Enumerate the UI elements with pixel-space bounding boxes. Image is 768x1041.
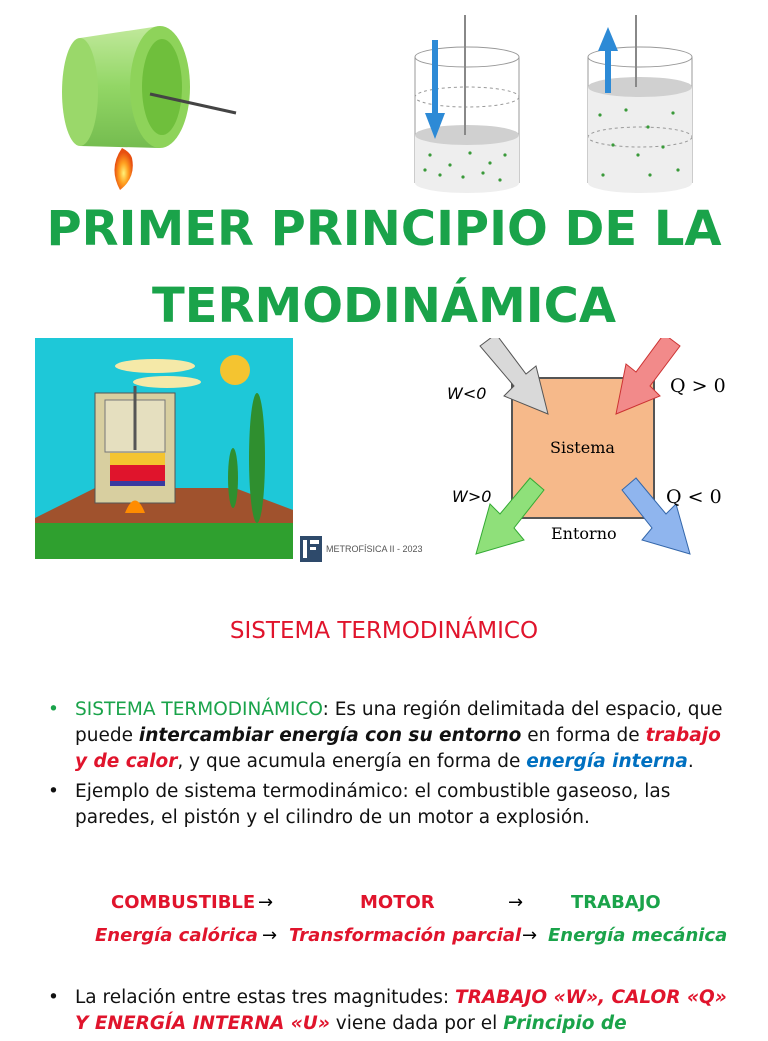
text: La relación entre estas tres magnitudes: bbox=[75, 987, 455, 1008]
arrow-icon: → bbox=[262, 925, 278, 946]
engine-scene-illustration bbox=[35, 338, 293, 559]
arrow-icon: → bbox=[522, 925, 538, 946]
flow-trabajo: TRABAJO bbox=[571, 892, 661, 913]
flow-energy-transformation: Transformación parcial bbox=[289, 925, 522, 946]
cylinder-compression-illustration bbox=[405, 15, 530, 195]
logo-icon bbox=[300, 536, 322, 562]
environment-label: Entorno bbox=[551, 524, 617, 543]
section-title: SISTEMA TERMODINÁMICO bbox=[229, 618, 539, 644]
bullet-list bbox=[48, 697, 738, 835]
text: Ejemplo de sistema termodinámico: el combustible gaseoso, las paredes, el pistón y el cilindro de un motor a explosión. bbox=[75, 781, 671, 828]
heat-negative-label: Q < 0 bbox=[666, 486, 722, 508]
flow-energy-mechanical: Energía mecánica bbox=[548, 925, 728, 946]
emphasis-text: TRABAJO «W», CALOR «Q» Y ENERGÍA INTERNA «U» bbox=[75, 987, 727, 1034]
flow-combustible: COMBUSTIBLE bbox=[111, 892, 256, 913]
bullet-marker: • bbox=[48, 699, 59, 720]
page-title-line2: TERMODINÁMICA bbox=[151, 278, 617, 334]
emphasis-text: Principio de bbox=[503, 1013, 627, 1034]
bullet-item-example bbox=[48, 779, 738, 831]
system-label: Sistema bbox=[550, 438, 615, 457]
cylinder-expansion-illustration bbox=[578, 15, 703, 195]
text: : Es una región delimitada del espacio, que puede bbox=[75, 699, 723, 746]
emphasis-text: intercambiar energía con su entorno bbox=[138, 725, 522, 746]
page-title-line1: PRIMER PRINCIPIO DE LA bbox=[46, 201, 722, 257]
bullet-list-relation bbox=[48, 985, 738, 1041]
term-label: SISTEMA TERMODINÁMICO bbox=[75, 699, 323, 720]
flow-energy-heat: Energía calórica bbox=[95, 925, 258, 946]
arrow-icon: → bbox=[508, 892, 524, 913]
text: en forma de bbox=[521, 725, 646, 746]
bullet-marker: • bbox=[48, 987, 59, 1008]
flow-motor: MOTOR bbox=[360, 892, 435, 913]
text: viene dada por el bbox=[329, 1013, 504, 1034]
watermark bbox=[300, 536, 423, 562]
emphasis-text: trabajo y de calor bbox=[75, 725, 721, 772]
work-negative-label: W<0 bbox=[447, 384, 487, 403]
bullet-marker: • bbox=[48, 781, 59, 802]
text: , y que acumula energía en forma de bbox=[177, 751, 527, 772]
work-positive-label: W>0 bbox=[452, 487, 492, 506]
arrow-icon: → bbox=[258, 892, 274, 913]
flow-row-energy bbox=[0, 925, 768, 951]
heated-cylinder-illustration bbox=[50, 18, 250, 198]
watermark-text: METROFÍSICA II - 2023 bbox=[326, 544, 423, 554]
flow-row-labels bbox=[0, 892, 768, 918]
heat-positive-label: Q > 0 bbox=[670, 375, 726, 397]
bullet-item-relation bbox=[48, 985, 738, 1037]
emphasis-text: energía interna bbox=[526, 751, 688, 772]
bullet-item-definition bbox=[48, 697, 738, 775]
text: . bbox=[687, 751, 694, 772]
